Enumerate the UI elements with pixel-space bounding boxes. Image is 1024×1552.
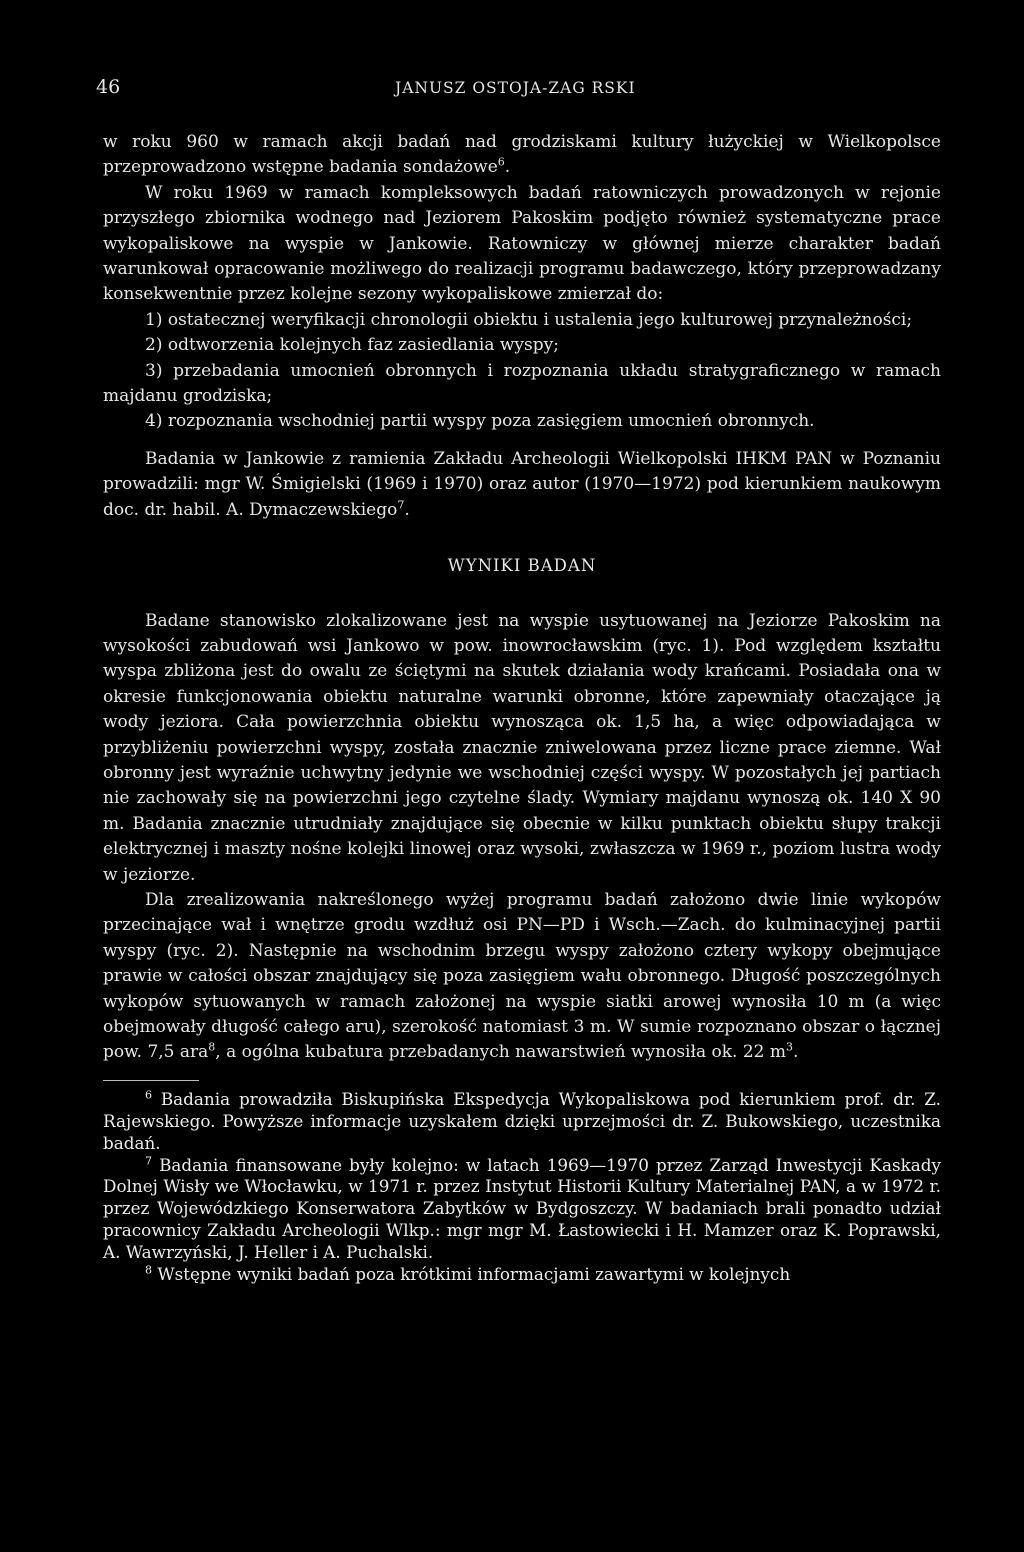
paragraph-excavation-plan: Dla zrealizowania nakreślonego wyżej programu badań założono dwie linie wykopów przecinające wał i wnętrze grodu wzdłuż osi PN—PD i Wsch.—Zach. do kulminacyjnej partii wyspy (ryc. 2). Następnie na wschodnim brzegu wyspy założono cztery wykopy obejmujące prawie w całości obszar znajdujący się poza zasięgiem wału obronnego. Długość poszczególnych wykopów sytuowanych w ramach założonej na wyspie siatki arowej wynosiła 10 m (a więc obejmowały długość całego aru), szerokość natomiast 3 m. W sumie rozpoznano obszar o łącznej pow. 7,5 ara$^8$, a ogólna kubatura przebadanych nawarstwień wynosiła ok. 22 $m^3$.: [103, 889, 941, 1063]
footnote: $^6$ Badania prowadziła Biskupińska Ekspedycja Wykopaliskowa pod kierunkiem prof. dr. Z. Rajewskiego. Powyższe informacje uzyskałem dzięki uprzejmości dr. Z. Bukowskiego, uczestnika badań.: [103, 1088, 941, 1153]
running-title: JANUSZ OSTOJA-ZAG RSKI: [395, 79, 636, 97]
paragraph-research-program: W roku 1969 w ramach kompleksowych badań ratowniczych prowadzonych w rejonie przyszłego zbiornika wodnego nad Jeziorem Pakoskim podjęto również systematyczne prace wykopaliskowe na wyspie w Jankowie. Ratowniczy w głównej mierze charakter badań warunkował opracowanie możliwego do realizacji programu badawczego, który przeprowadzany konsekwentnie przez kolejne sezony wykopaliskowe zmierzał do:: [103, 182, 941, 305]
page-number: 46: [96, 76, 121, 98]
footnote: $^8$ Wstępne wyniki badań poza krótkimi informacjami zawartymi w kolejnych: [145, 1263, 791, 1285]
spacer: [103, 435, 941, 447]
running-header: [96, 75, 941, 103]
paragraph-site-description: Badane stanowisko zlokalizowane jest na wyspie usytuowanej na Jeziorze Pakoskim na wysokości zabudowań wsi Jankowo w pow. inowrocławskim (ryc. 1). Pod względem kształtu wyspa zbliżona jest do owalu ze ściętymi na skutek działania wody krańcami. Posiadała ona w okresie funkcjonowania obiektu naturalne warunki obronne, które zapewniały otaczające ją wody jeziora. Cała powierzchnia obiektu wynosząca ok. 1,5 ha, a więc odpowiadająca w przybliżeniu powierzchni wyspy, została znacznie zniwelowana przez liczne prace ziemne. Wał obronny jest wyraźnie uchwytny jedynie we wschodniej części wyspy. W pozostałych jej partiach nie zachowały się na powierzchni jego czytelne ślady. Wymiary majdanu wynoszą ok. 140 X 90 m. Badania znacznie utrudniały znajdujące się obecnie w kilku punktach obiektu słupy trakcji elektrycznej i maszty nośne kolejki linowej oraz wysoki, zwłaszcza w 1969 r., poziom lustra wody w jeziorze.: [103, 610, 941, 885]
footnote-divider: [103, 1080, 199, 1081]
footnote-ref-8: 8: [208, 1040, 216, 1054]
spacer: [103, 523, 941, 553]
list-item: 1) ostatecznej weryfikacji chronologii obiektu i ustalenia jego kulturowej przynależności;: [145, 309, 913, 330]
footnotes: [103, 1089, 941, 1286]
footnote: $^7$ Badania finansowane były kolejno: w latach 1969—1970 przez Zarząd Inwestycji Kaskady Dolnej Wisły we Włocławku, w 1971 r. przez Instytut Historii Kultury Materialnej PAN, a w 1972 r. przez Wojewódzkiego Konserwatora Zabytków w Bydgoszczy. W badaniach brali ponadto udział pracownicy Zakładu Archeologii Wlkp.: mgr mgr M. Łastowiecki i H. Mamzer oraz K. Poprawski, A. Wawrzyński, J. Heller i A. Puchalski.: [103, 1153, 941, 1263]
paragraph-intro: w roku 960 w ramach akcji badań nad grodziskami kultury łużyckiej w Wielkopolsce przeprowadzono wstępne badania sondażowe$^6$.: [103, 132, 941, 178]
document-page: [96, 75, 941, 1286]
paragraph-research-team: Badania w Jankowie z ramienia Zakładu Archeologii Wielkopolski IHKM PAN w Poznaniu prowadzili: mgr W. Śmigielski (1969 i 1970) oraz autor (1970—1972) pod kierunkiem naukowym doc. dr. habil. A. Dymaczewskiego$^7$.: [103, 448, 941, 520]
superscript-cubic: 3: [786, 1040, 794, 1054]
footnote-ref-6: 6: [497, 155, 505, 169]
list-item: 3) przebadania umocnień obronnych i rozpoznania układu stratygraficznego w ramach majdanu grodziska;: [103, 360, 941, 407]
list-item: 2) odtworzenia kolejnych faz zasiedlania wyspy;: [145, 335, 559, 356]
footnote-ref-7: 7: [397, 498, 405, 512]
list-item: 4) rozpoznania wschodniej partii wyspy poza zasięgiem umocnień obronnych.: [145, 411, 815, 432]
section-heading: WYNIKI BADAN: [447, 556, 597, 576]
spacer: [103, 579, 941, 609]
